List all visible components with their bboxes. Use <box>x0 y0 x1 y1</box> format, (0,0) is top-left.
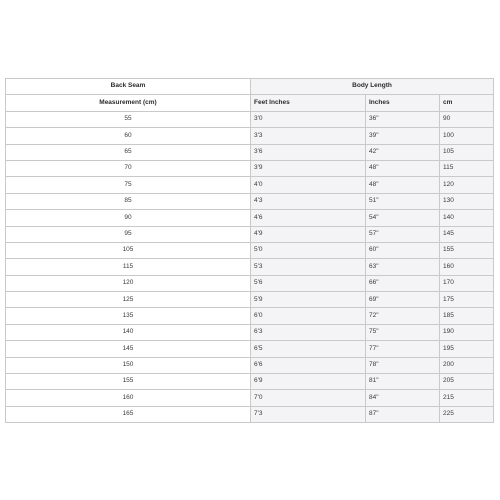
table-row <box>6 193 494 209</box>
back-seam-cell: 75 <box>6 177 251 193</box>
table-row <box>6 308 494 324</box>
feet-inches-cell: 4'3 <box>251 193 366 209</box>
table-row <box>6 144 494 160</box>
inches-cell: 75" <box>366 324 440 340</box>
feet-inches-cell: 6'3 <box>251 324 366 340</box>
cm-cell: 175 <box>440 292 494 308</box>
back-seam-cell: 105 <box>6 242 251 258</box>
back-seam-cell: 125 <box>6 292 251 308</box>
cm-cell: 160 <box>440 259 494 275</box>
table-body <box>6 111 494 422</box>
back-seam-header: Back Seam <box>6 79 251 95</box>
inches-cell: 87" <box>366 406 440 422</box>
table-row <box>6 210 494 226</box>
inches-cell: 42" <box>366 144 440 160</box>
table-row <box>6 177 494 193</box>
back-seam-cell: 120 <box>6 275 251 291</box>
column-header-row <box>6 95 494 111</box>
inches-cell: 72" <box>366 308 440 324</box>
back-seam-cell: 95 <box>6 226 251 242</box>
feet-inches-cell: 3'3 <box>251 128 366 144</box>
back-seam-cell: 70 <box>6 160 251 176</box>
body-length-header: Body Length <box>251 79 494 95</box>
back-seam-cell: 150 <box>6 357 251 373</box>
table-row <box>6 160 494 176</box>
back-seam-cell: 90 <box>6 210 251 226</box>
cm-cell: 200 <box>440 357 494 373</box>
cm-cell: 105 <box>440 144 494 160</box>
cm-cell: 145 <box>440 226 494 242</box>
back-seam-cell: 65 <box>6 144 251 160</box>
cm-cell: 130 <box>440 193 494 209</box>
feet-inches-cell: 3'6 <box>251 144 366 160</box>
inches-header: Inches <box>366 95 440 111</box>
back-seam-cell: 155 <box>6 374 251 390</box>
table-row <box>6 111 494 127</box>
feet-inches-cell: 5'9 <box>251 292 366 308</box>
feet-inches-cell: 6'9 <box>251 374 366 390</box>
table-row <box>6 390 494 406</box>
cm-cell: 120 <box>440 177 494 193</box>
table-row <box>6 324 494 340</box>
feet-inches-header: Feet Inches <box>251 95 366 111</box>
cm-cell: 185 <box>440 308 494 324</box>
feet-inches-cell: 3'0 <box>251 111 366 127</box>
table-row <box>6 275 494 291</box>
back-seam-cell: 115 <box>6 259 251 275</box>
table-row <box>6 357 494 373</box>
back-seam-cell: 55 <box>6 111 251 127</box>
feet-inches-cell: 6'6 <box>251 357 366 373</box>
back-seam-cell: 135 <box>6 308 251 324</box>
inches-cell: 69" <box>366 292 440 308</box>
feet-inches-cell: 4'9 <box>251 226 366 242</box>
feet-inches-cell: 7'0 <box>251 390 366 406</box>
back-seam-cell: 165 <box>6 406 251 422</box>
feet-inches-cell: 3'9 <box>251 160 366 176</box>
inches-cell: 48" <box>366 177 440 193</box>
back-seam-cell: 60 <box>6 128 251 144</box>
cm-cell: 90 <box>440 111 494 127</box>
inches-cell: 66" <box>366 275 440 291</box>
table-row <box>6 128 494 144</box>
back-seam-cell: 85 <box>6 193 251 209</box>
feet-inches-cell: 6'0 <box>251 308 366 324</box>
table-row <box>6 242 494 258</box>
inches-cell: 77" <box>366 341 440 357</box>
inches-cell: 36" <box>366 111 440 127</box>
inches-cell: 39" <box>366 128 440 144</box>
feet-inches-cell: 5'6 <box>251 275 366 291</box>
table-row <box>6 374 494 390</box>
table-row <box>6 259 494 275</box>
feet-inches-cell: 7'3 <box>251 406 366 422</box>
cm-header: cm <box>440 95 494 111</box>
cm-cell: 195 <box>440 341 494 357</box>
cm-cell: 205 <box>440 374 494 390</box>
inches-cell: 60" <box>366 242 440 258</box>
inches-cell: 81" <box>366 374 440 390</box>
inches-cell: 57" <box>366 226 440 242</box>
cm-cell: 115 <box>440 160 494 176</box>
cm-cell: 215 <box>440 390 494 406</box>
feet-inches-cell: 6'5 <box>251 341 366 357</box>
cm-cell: 155 <box>440 242 494 258</box>
feet-inches-cell: 5'0 <box>251 242 366 258</box>
measurement-cm-header: Measurement (cm) <box>6 95 251 111</box>
cm-cell: 190 <box>440 324 494 340</box>
cm-cell: 100 <box>440 128 494 144</box>
inches-cell: 51" <box>366 193 440 209</box>
size-chart-table <box>5 78 494 423</box>
feet-inches-cell: 4'6 <box>251 210 366 226</box>
inches-cell: 48" <box>366 160 440 176</box>
cm-cell: 225 <box>440 406 494 422</box>
inches-cell: 63" <box>366 259 440 275</box>
cm-cell: 140 <box>440 210 494 226</box>
feet-inches-cell: 4'0 <box>251 177 366 193</box>
table-row <box>6 341 494 357</box>
inches-cell: 84" <box>366 390 440 406</box>
back-seam-cell: 160 <box>6 390 251 406</box>
back-seam-cell: 140 <box>6 324 251 340</box>
feet-inches-cell: 5'3 <box>251 259 366 275</box>
table-row <box>6 226 494 242</box>
table-row <box>6 406 494 422</box>
back-seam-cell: 145 <box>6 341 251 357</box>
inches-cell: 54" <box>366 210 440 226</box>
inches-cell: 78" <box>366 357 440 373</box>
cm-cell: 170 <box>440 275 494 291</box>
table-row <box>6 292 494 308</box>
group-header-row <box>6 79 494 95</box>
